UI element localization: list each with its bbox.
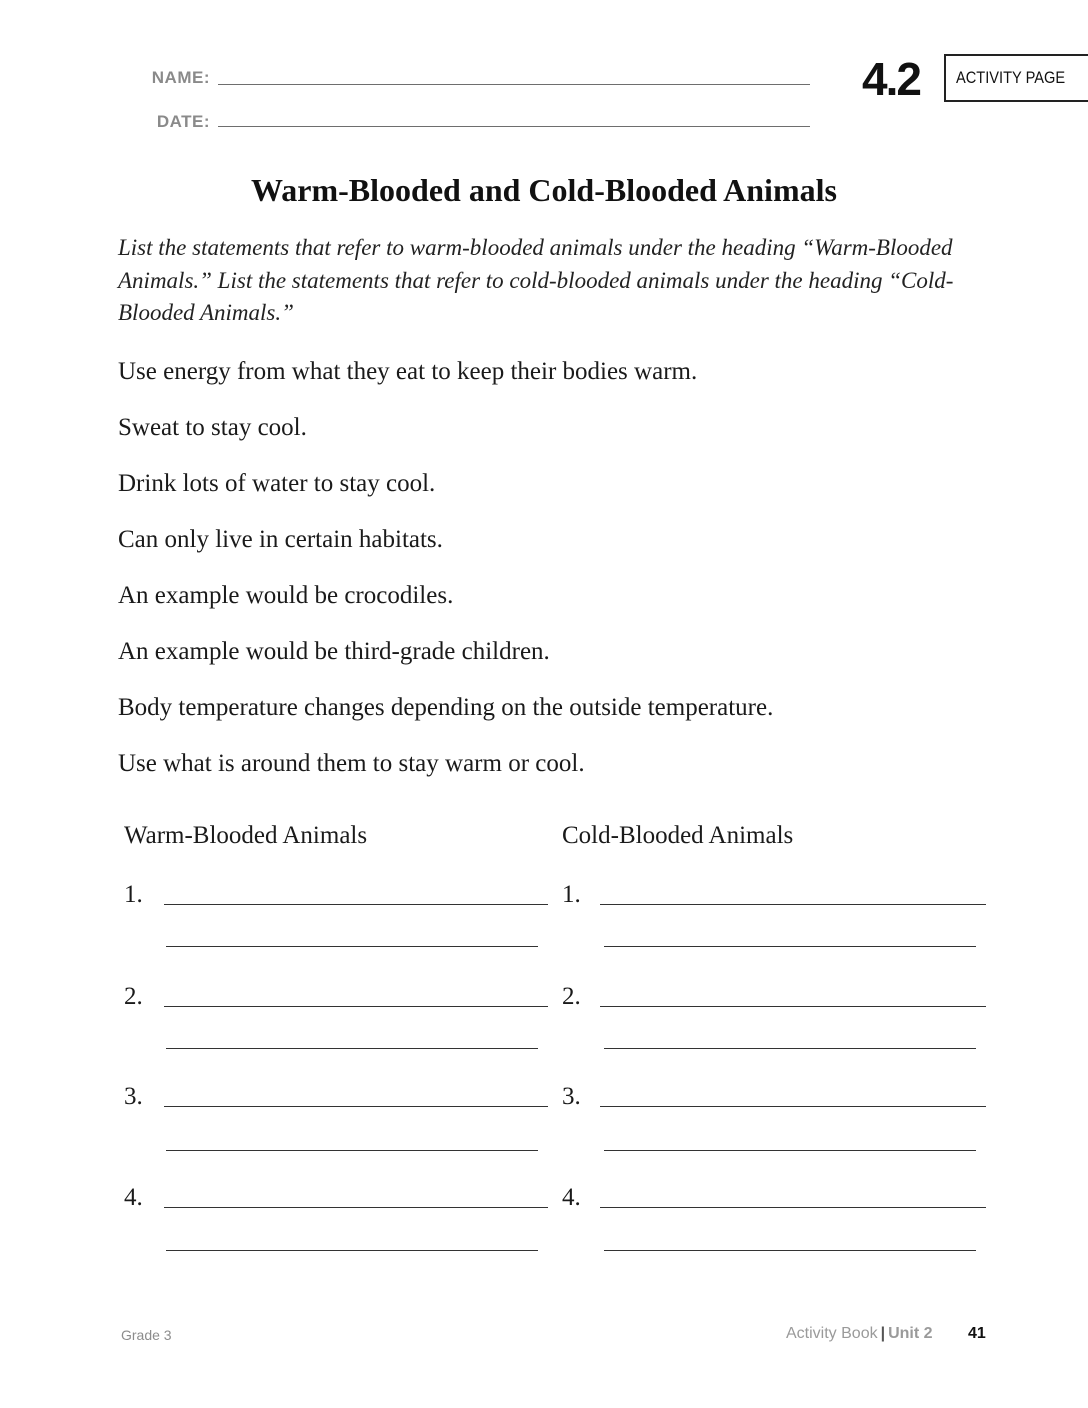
warm-item-number: 2.: [124, 983, 143, 1010]
footer-grade: Grade 3: [121, 1327, 172, 1343]
cold-item-number: 3.: [562, 1083, 581, 1110]
statement-7: Body temperature changes depending on the outside temperature.: [118, 694, 774, 721]
warm-answer-1-line-1[interactable]: [164, 904, 548, 905]
footer-page-number: 41: [968, 1325, 986, 1342]
warm-answer-3-line-1[interactable]: [164, 1106, 548, 1107]
warm-item-number: 3.: [124, 1083, 143, 1110]
statement-1: Use energy from what they eat to keep their bodies warm.: [118, 358, 698, 385]
warm-answer-1-line-2[interactable]: [166, 946, 538, 947]
cold-item-number: 2.: [562, 983, 581, 1010]
cold-answer-1-line-2[interactable]: [604, 946, 976, 947]
cold-item-number: 4.: [562, 1184, 581, 1211]
date-label: DATE:: [156, 112, 210, 131]
statement-8: Use what is around them to stay warm or cool.: [118, 750, 585, 777]
cold-answer-4-line-1[interactable]: [600, 1207, 986, 1208]
page-title: Warm-Blooded and Cold-Blooded Animals: [251, 172, 837, 208]
warm-item-number: 4.: [124, 1184, 143, 1211]
cold-answer-1-line-1[interactable]: [600, 904, 986, 905]
name-label: NAME:: [151, 68, 210, 87]
statement-6: An example would be third-grade children.: [118, 638, 550, 665]
footer-separator: |: [880, 1325, 886, 1342]
name-field-line[interactable]: [218, 84, 810, 85]
activity-page-label: ACTIVITY PAGE: [956, 68, 1066, 87]
warm-answer-2-line-2[interactable]: [166, 1048, 538, 1049]
cold-answer-3-line-2[interactable]: [604, 1150, 976, 1151]
instructions: List the statements that refer to warm-blooded animals under the heading “Warm-Blooded Animals.” List the statements that refer to cold-blooded animals under the heading “Cold-Blooded Animals.”: [118, 235, 954, 325]
cold-blooded-heading: Cold-Blooded Animals: [562, 822, 794, 849]
warm-item-number: 1.: [124, 881, 143, 908]
statement-4: Can only live in certain habitats.: [118, 526, 443, 553]
warm-answer-4-line-1[interactable]: [164, 1207, 548, 1208]
cold-answer-3-line-1[interactable]: [600, 1106, 986, 1107]
date-field-line[interactable]: [218, 126, 810, 127]
statement-2: Sweat to stay cool.: [118, 414, 307, 441]
cold-item-number: 1.: [562, 881, 581, 908]
activity-page-number: 4.2: [862, 53, 920, 105]
cold-answer-2-line-1[interactable]: [600, 1006, 986, 1007]
cold-answer-2-line-2[interactable]: [604, 1048, 976, 1049]
statement-3: Drink lots of water to stay cool.: [118, 470, 436, 497]
cold-answer-4-line-2[interactable]: [604, 1250, 976, 1251]
activity-page-box: [944, 54, 1088, 102]
statement-5: An example would be crocodiles.: [118, 582, 454, 609]
warm-blooded-heading: Warm-Blooded Animals: [124, 822, 368, 849]
warm-answer-4-line-2[interactable]: [166, 1250, 538, 1251]
footer-book: Activity Book: [786, 1325, 878, 1342]
footer-book-unit: [786, 1325, 933, 1343]
warm-answer-3-line-2[interactable]: [166, 1150, 538, 1151]
footer-unit: Unit 2: [888, 1325, 933, 1342]
warm-answer-2-line-1[interactable]: [164, 1006, 548, 1007]
